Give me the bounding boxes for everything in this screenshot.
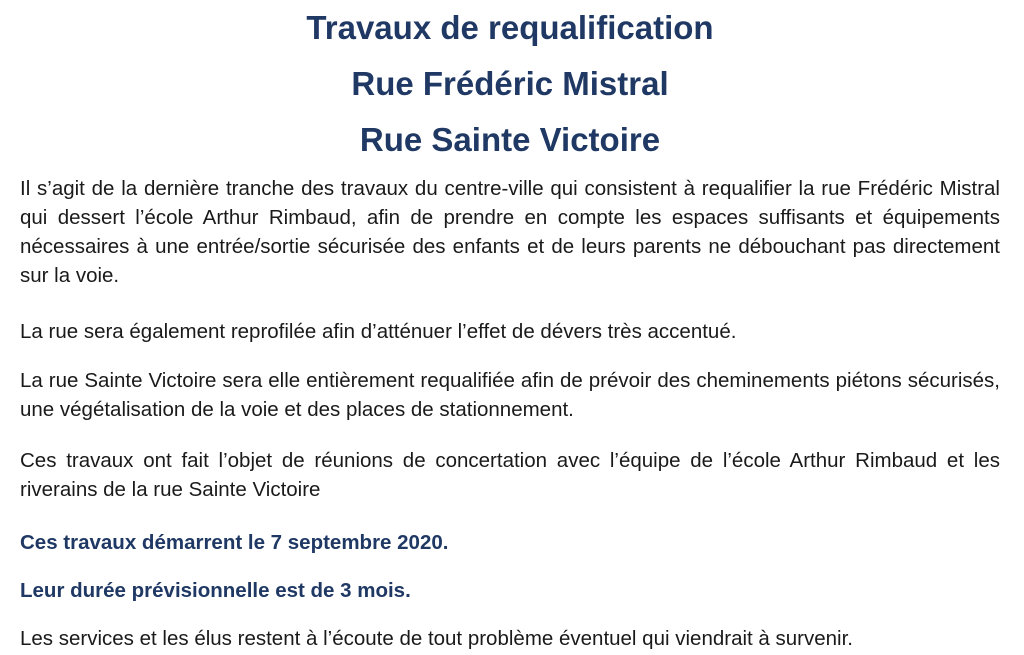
paragraph-reprofiling: La rue sera également reprofilée afin d’atténuer l’effet de dévers très accentué. <box>20 320 737 343</box>
paragraph-start-date: Ces travaux démarrent le 7 septembre 2020. <box>20 531 449 554</box>
paragraph-duration: Leur durée prévisionnelle est de 3 mois. <box>20 579 411 602</box>
title-line-2: Rue Frédéric Mistral <box>351 65 669 102</box>
paragraph-listening: Les services et les élus restent à l’écoute de tout problème éventuel qui viendrait à survenir. <box>20 627 853 650</box>
document-page <box>20 0 1000 655</box>
title-line-3: Rue Sainte Victoire <box>359 121 661 158</box>
title-line-1: Travaux de requalification <box>306 9 714 46</box>
paragraph-sainte-victoire: La rue Sainte Victoire sera elle entièrement requalifiée afin de prévoir des cheminements piétons sécurisés, une végétalisation de la voie et des places de stationnement. <box>20 369 1000 421</box>
paragraph-intro: Il s’agit de la dernière tranche des travaux du centre-ville qui consistent à requalifier la rue Frédéric Mistral qui dessert l’école Arthur Rimbaud, afin de prendre en compte les espaces suffisants et équipements nécessaires à une entrée/sortie sécurisée des enfants et de leurs parents ne débouchant pas directement sur la voie. <box>20 177 1000 287</box>
paragraph-concertation: Ces travaux ont fait l’objet de réunions de concertation avec l’équipe de l’école Arthur Rimbaud et les riverains de la rue Sainte Victoire <box>20 449 1000 501</box>
document-title <box>20 0 1000 168</box>
